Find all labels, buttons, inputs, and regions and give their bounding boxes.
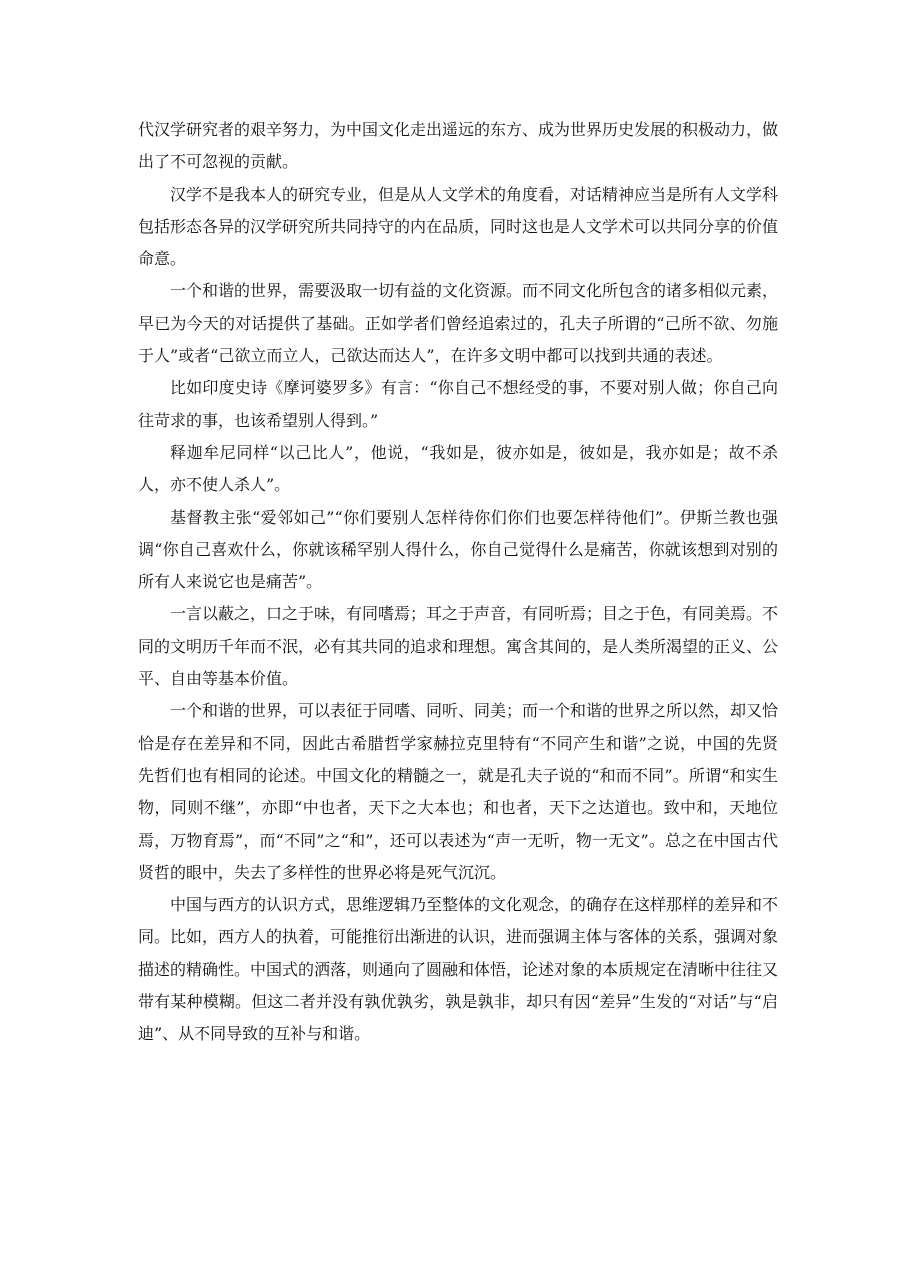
paragraph-3: 一个和谐的世界，需要汲取一切有益的文化资源。而不同文化所包含的诸多相似元素，早已为今天的对话提供了基础。正如学者们曾经追索过的，孔夫子所谓的“己所不欲、勿施于人”或者“己欲立而立人，己欲达而达人”，在许多文明中都可以找到共通的表述。 [138,281,779,366]
paragraph-8: 一个和谐的世界，可以表征于同嗜、同听、同美；而一个和谐的世界之所以然，却又恰恰是存在差异和不同，因此古希腊哲学家赫拉克里特有“不同产生和谐”之说，中国的先贤先哲们也有相同的论述。中国文化的精髓之一，就是孔夫子说的“和而不同”。所谓“和实生物，同则不继”，亦即“中也者，天下之大本也；和也者，天下之达道也。致中和，天地位焉，万物育焉”，而“不同”之“和”，还可以表述为“声一无听，物一无文”。总之在中国古代贤哲的眼中，失去了多样性的世界必将是死气沉沉。 [138,701,779,882]
paragraph-4: 比如印度史诗《摩诃婆罗多》有言：“你自己不想经受的事，不要对别人做；你自己向往苛求的事，也该希望别人得到。” [138,378,778,430]
article-body [138,114,778,1051]
paragraph-1: 代汉学研究者的艰辛努力，为中国文化走出遥远的东方、成为世界历史发展的积极动力，做出了不可忽视的贡献。 [138,120,779,172]
paragraph-9: 中国与西方的认识方式，思维逻辑乃至整体的文化观念，的确存在这样那样的差异和不同。比如，西方人的执着，可能推衍出渐进的认识，进而强调主体与客体的关系，强调对象描述的精确性。中国式的洒落，则通向了圆融和体悟，论述对象的本质规定在清晰中往往又带有某种模糊。但这二者并没有孰优孰劣，孰是孰非，却只有因“差异”生发的“对话”与“启迪”、从不同导致的互补与和谐。 [138,895,779,1044]
paragraph-6: 基督教主张“爱邻如己”“你们要别人怎样待你们你们也要怎样待他们”。伊斯兰教也强调“你自己喜欢什么，你就该稀罕别人得什么，你自己觉得什么是痛苦，你就该想到对别的所有人来说它也是痛苦”。 [138,507,778,592]
paragraph-2: 汉学不是我本人的研究专业，但是从人文学术的角度看，对话精神应当是所有人文学科包括形态各异的汉学研究所共同持守的内在品质，同时这也是人文学术可以共同分享的价值命意。 [138,184,779,269]
paragraph-7: 一言以蔽之，口之于味，有同嗜焉；耳之于声音，有同听焉；目之于色，有同美焉。不同的文明历千年而不泯，必有其共同的追求和理想。寓含其间的，是人类所渴望的正义、公平、自由等基本价值。 [138,604,779,689]
paragraph-5: 释迦牟尼同样“以己比人”，他说，“我如是，彼亦如是，彼如是，我亦如是；故不杀人，亦不使人杀人”。 [138,442,778,495]
